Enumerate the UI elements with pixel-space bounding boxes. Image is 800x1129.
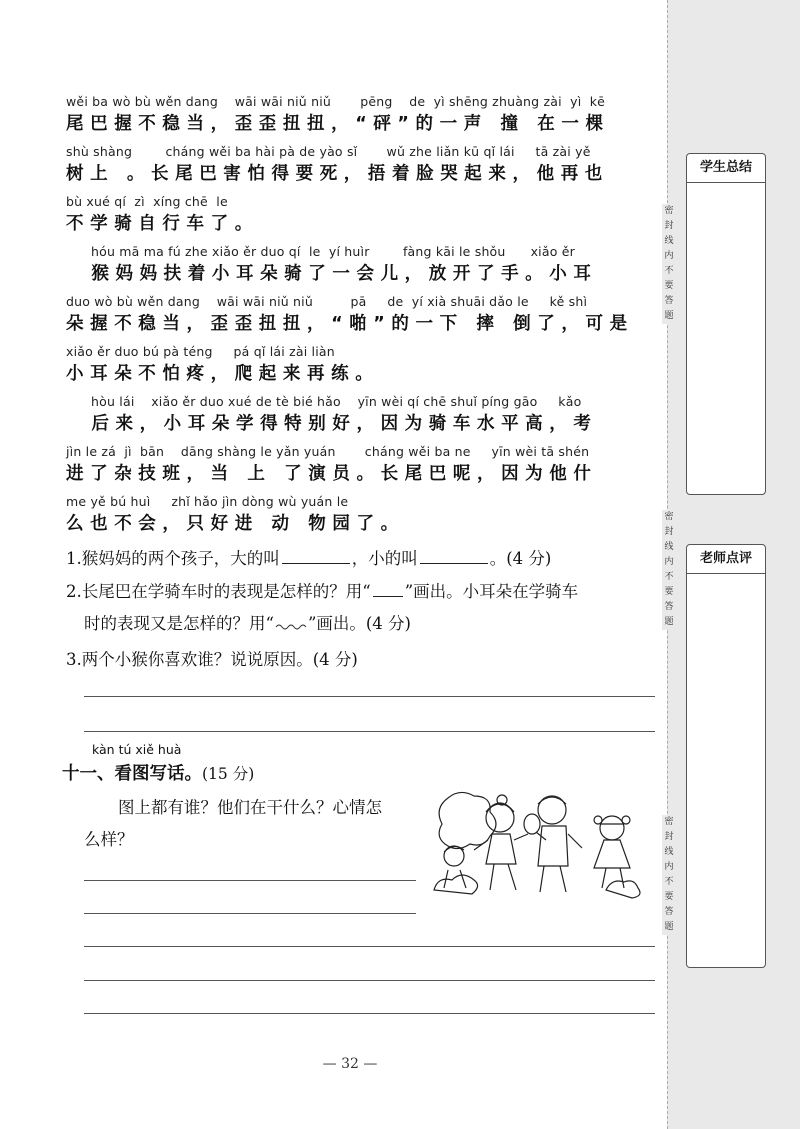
wavy-underline-symbol — [274, 617, 308, 631]
seal-text-2: 密 封 线 内 不 要 答 题 — [662, 510, 676, 630]
story-line: 进了杂技班，当 上 了演员。长尾巴呢，因为他什 — [66, 464, 598, 484]
teacher-comment-title: 老师点评 — [687, 545, 765, 574]
question-1: 1.猴妈妈的两个孩子，大的叫 ，小的叫 。(4 分) — [66, 549, 552, 568]
straight-underline-symbol — [373, 584, 403, 597]
student-summary-box[interactable] — [686, 153, 766, 495]
writing-line[interactable] — [84, 880, 416, 881]
writing-line[interactable] — [84, 980, 655, 981]
story-line: 么也不会，只好进 动 物园了。 — [66, 514, 405, 534]
story-line: 猴妈妈扶着小耳朵骑了一会儿，放开了手。小耳 — [66, 264, 598, 284]
writing-line[interactable] — [84, 913, 416, 914]
seal-text-3: 密 封 线 内 不 要 答 题 — [662, 815, 676, 935]
story-line: 尾巴握不稳当，歪歪扭扭，“砰”的一声 撞 在一棵 — [66, 114, 610, 134]
pinyin-line: xiǎo ěr duo bú pà téng pá qǐ lái zài liàn — [66, 344, 335, 359]
answer-line[interactable] — [84, 696, 655, 697]
teacher-comment-box[interactable] — [686, 544, 766, 968]
question-2-line2: 时的表现又是怎样的？用“ ”画出。(4 分) — [84, 614, 411, 633]
answer-blank-big[interactable] — [282, 551, 350, 564]
section-11-title: 十一、看图写话。(15 分) — [62, 764, 255, 784]
children-playing-illustration — [428, 778, 658, 906]
answer-blank-small[interactable] — [420, 551, 488, 564]
story-line: 小耳朵不怕疼，爬起来再练。 — [66, 364, 380, 384]
seal-text-1: 密 封 线 内 不 要 答 题 — [662, 204, 676, 324]
pinyin-line: jìn le zá jì bān dāng shàng le yǎn yuán cháng wěi ba ne yīn wèi tā shén — [66, 444, 590, 459]
pinyin-line: bù xué qí zì xíng chē le — [66, 194, 228, 209]
writing-line[interactable] — [84, 946, 655, 947]
story-line: 不学骑自行车了。 — [66, 214, 259, 234]
pinyin-line: hòu lái xiǎo ěr duo xué de tè bié hǎo yīn wèi qí chē shuǐ píng gāo kǎo — [66, 394, 582, 409]
section-11-prompt-line1: 图上都有谁？他们在干什么？心情怎 — [118, 798, 382, 817]
story-line: 朵握不稳当，歪歪扭扭，“啪”的一下 摔 倒了，可是 — [66, 314, 634, 334]
pinyin-line: wěi ba wò bù wěn dang wāi wāi niǔ niǔ pēng de yì shēng zhuàng zài yì kē — [66, 94, 606, 109]
pinyin-line: shù shàng cháng wěi ba hài pà de yào sǐ wǔ zhe liǎn kū qǐ lái tā zài yě — [66, 144, 591, 159]
student-summary-title: 学生总结 — [687, 154, 765, 183]
question-3: 3.两个小猴你喜欢谁？说说原因。(4 分) — [66, 650, 358, 669]
pinyin-line: duo wò bù wěn dang wāi wāi niǔ niǔ pā de yí xià shuāi dǎo le kě shì — [66, 294, 588, 309]
question-2-line1: 2.长尾巴在学骑车时的表现是怎样的？用“ ”画出。小耳朵在学骑车 — [66, 582, 579, 601]
section-11-pinyin: kàn tú xiě huà — [92, 742, 182, 757]
section-11-prompt-line2: 么样？ — [84, 830, 134, 849]
pinyin-line: me yě bú huì zhǐ hǎo jìn dòng wù yuán le — [66, 494, 349, 509]
answer-line[interactable] — [84, 731, 655, 732]
writing-line[interactable] — [84, 1013, 655, 1014]
page-number: — 32 — — [322, 1056, 378, 1072]
story-line: 后来，小耳朵学得特别好，因为骑车水平高，考 — [66, 414, 598, 434]
pinyin-line: hóu mā ma fú zhe xiǎo ěr duo qí le yí huìr fàng kāi le shǒu xiǎo ěr — [66, 244, 575, 259]
story-line: 树上 。长尾巴害怕得要死，捂着脸哭起来，他再也 — [66, 164, 609, 184]
